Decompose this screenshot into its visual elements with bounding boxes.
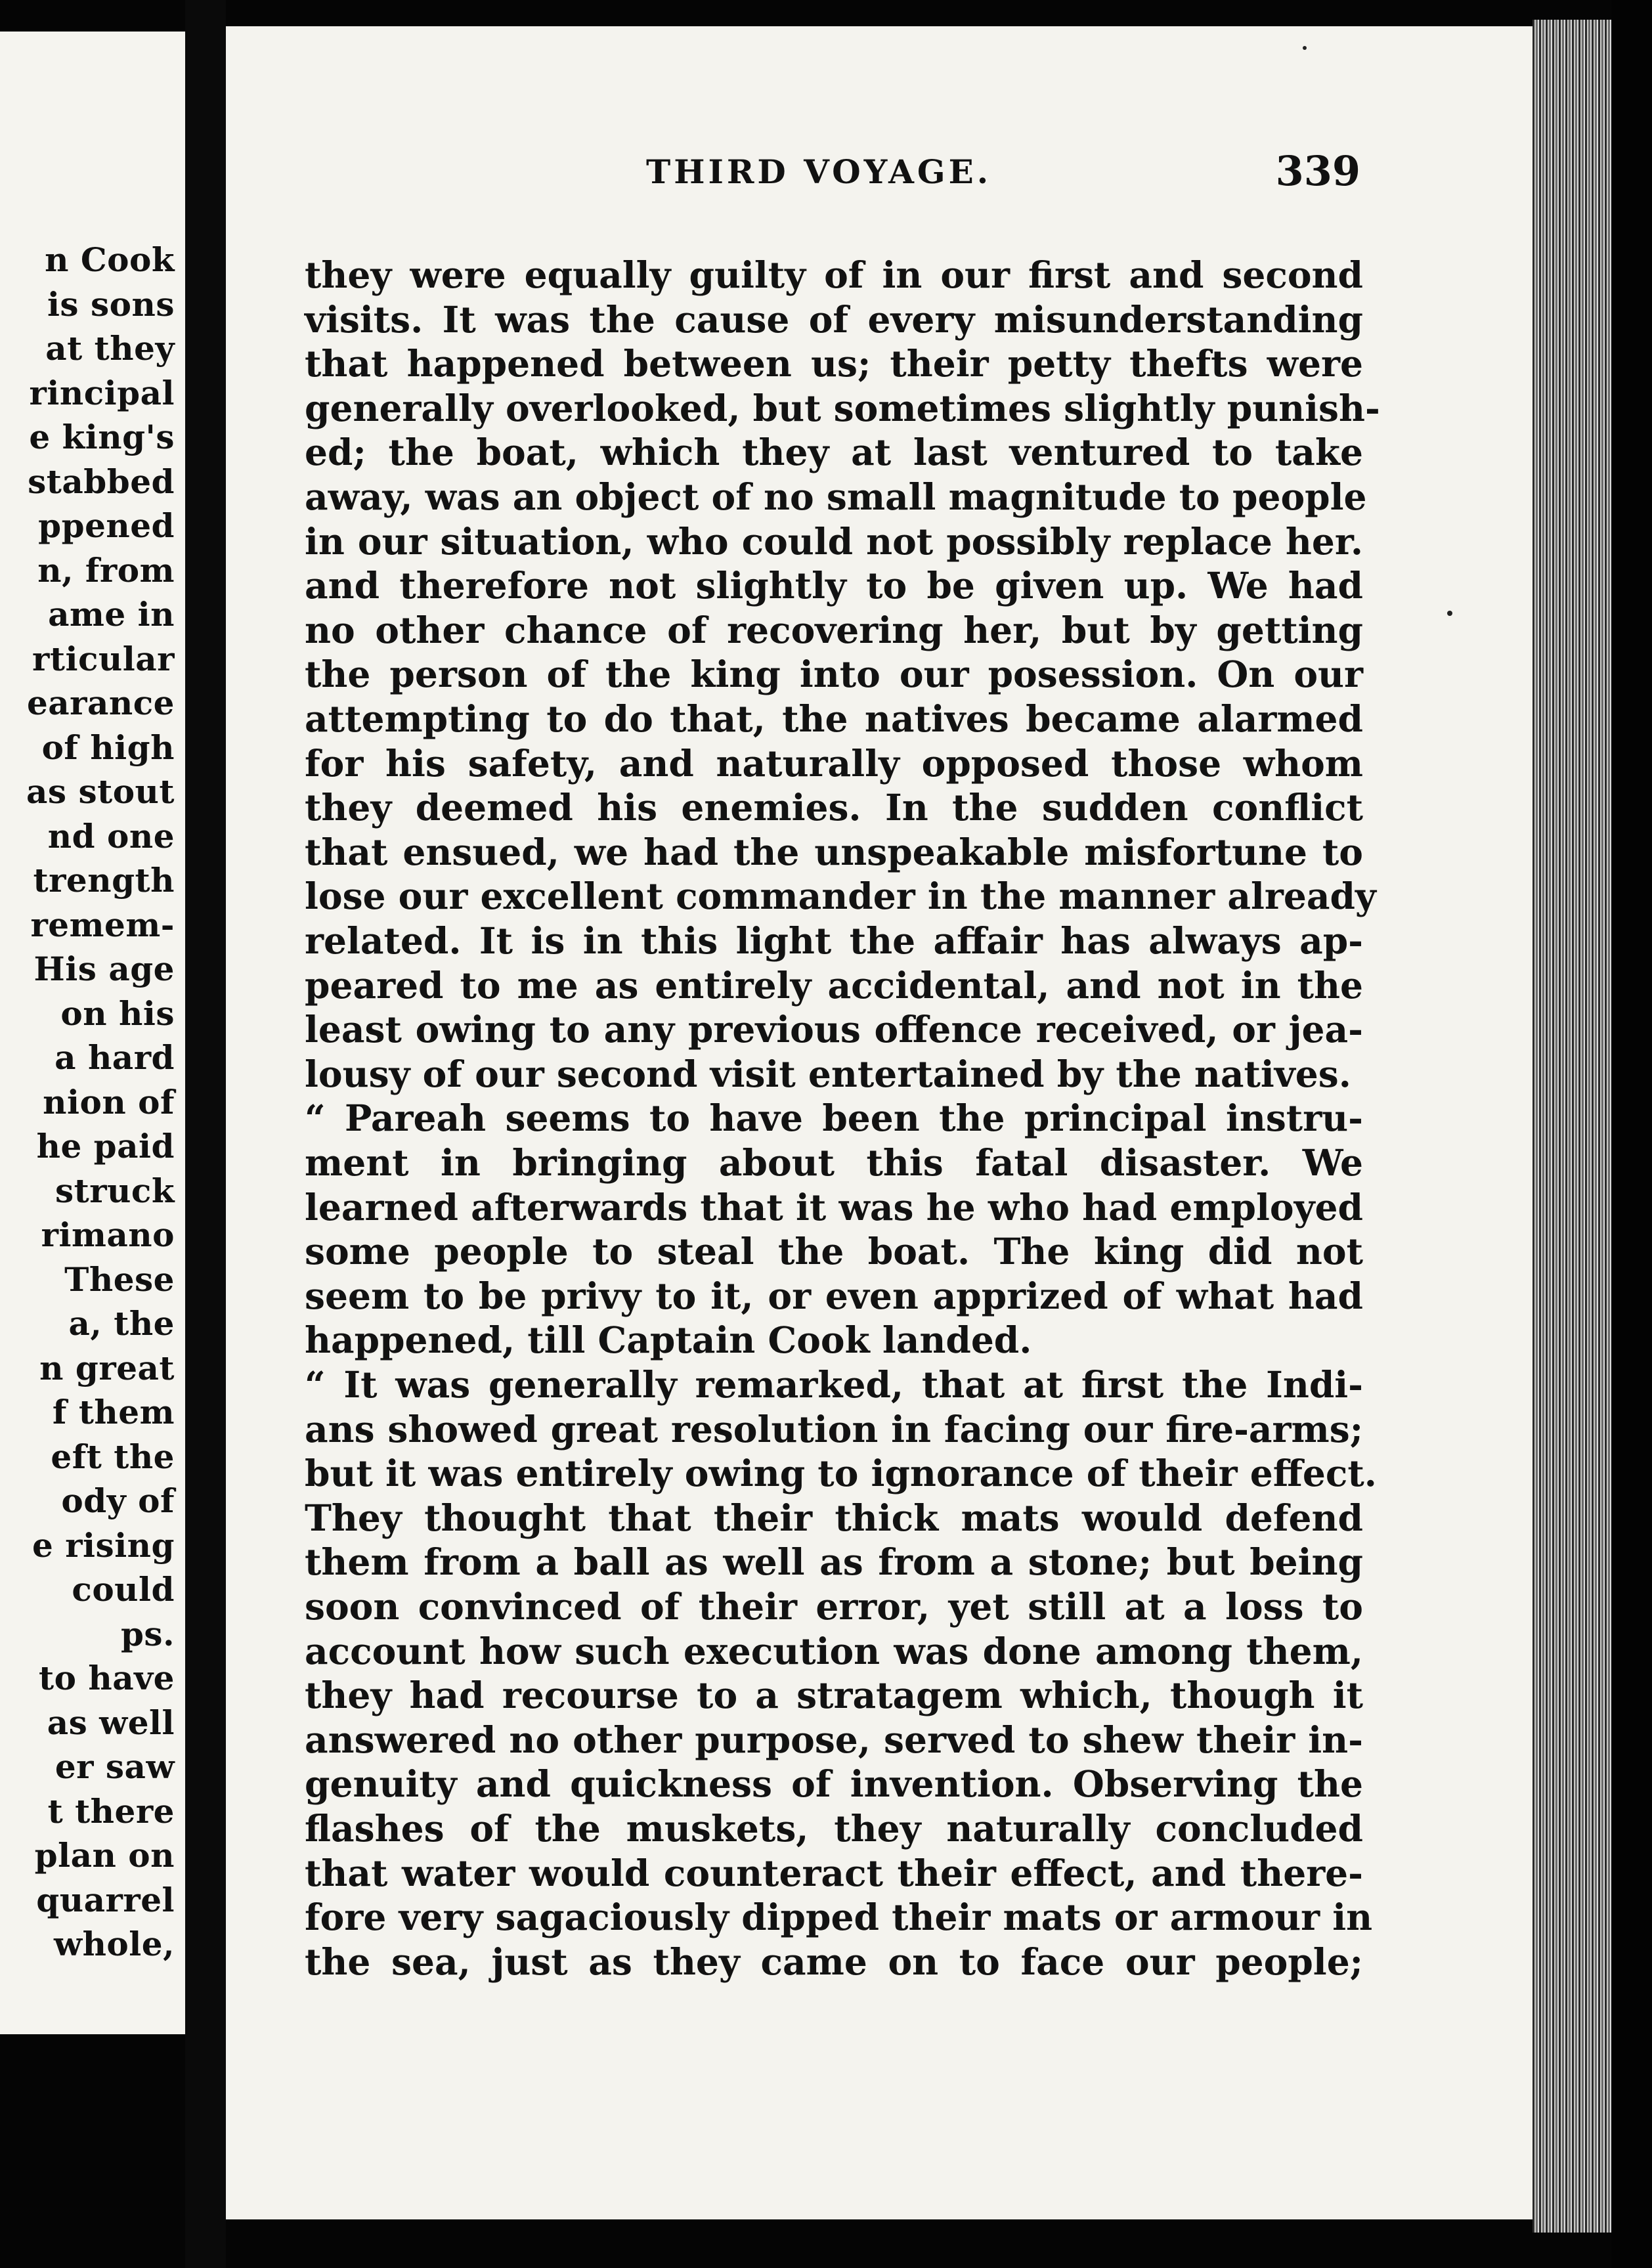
text-line: that ensued, we had the unspeakable misfortune to: [305, 830, 1363, 873]
text-line: ed; the boat, which they at last ventured to take: [305, 431, 1363, 474]
text-line: that water would counteract their effect, and there-: [305, 1851, 1363, 1894]
facing-page-line: ppened: [38, 506, 175, 545]
facing-page-line: quarrel: [36, 1880, 175, 1919]
facing-page-line: a, the: [68, 1304, 175, 1343]
facing-page-line: is sons: [47, 284, 175, 324]
facing-page-line: n, from: [37, 550, 175, 590]
facing-page-line: stabbed: [28, 462, 175, 501]
text-line: genuity and quickness of invention. Observing the: [305, 1762, 1363, 1806]
text-line: in our situation, who could not possibly replace her.: [305, 519, 1363, 563]
text-line: happened, till Captain Cook landed.: [305, 1319, 1032, 1362]
text-line: they had recourse to a stratagem which, though it: [305, 1674, 1363, 1717]
facing-page-line: as well: [47, 1703, 175, 1742]
facing-page-line: e king's: [29, 418, 175, 456]
text-line: generally overlooked, but sometimes slightly punish-: [305, 386, 1380, 429]
text-line: they deemed his enemies. In the sudden conflict: [305, 786, 1363, 829]
text-line: “ It was generally remarked, that at first the Indi-: [305, 1363, 1363, 1406]
facing-page-line: n Cook: [45, 240, 175, 279]
facing-page-line: rimano: [41, 1215, 175, 1254]
facing-page-line: ody of: [61, 1481, 175, 1520]
text-line: they were equally guilty of in our first and second: [305, 253, 1363, 296]
text-line: least owing to any previous offence received, or jea-: [305, 1008, 1363, 1051]
facing-page-line: er saw: [54, 1747, 175, 1786]
page-number: 339: [1275, 147, 1360, 195]
text-line: but it was entirely owing to ignorance of their effect.: [305, 1452, 1377, 1495]
text-line: learned afterwards that it was he who had employed: [305, 1185, 1363, 1229]
text-line: peared to me as entirely accidental, and not in the: [305, 963, 1363, 1007]
facing-page-line: to have: [39, 1659, 175, 1697]
main-page: [226, 26, 1532, 2219]
facing-page-line: nd one: [47, 816, 175, 856]
edge-shadow: [1611, 0, 1652, 2268]
facing-page-line: These: [64, 1259, 175, 1299]
facing-page-line: he paid: [36, 1127, 175, 1166]
facing-page-line: at they: [45, 329, 175, 368]
text-line: related. It is in this light the affair has always ap-: [305, 919, 1363, 962]
facing-page-line: could: [72, 1570, 175, 1609]
facing-page-line: rincipal: [29, 373, 175, 412]
text-line: visits. It was the cause of every misunderstanding: [305, 297, 1363, 341]
facing-page-line: trength: [33, 861, 175, 900]
running-head: [226, 147, 1532, 205]
text-line: lousy of our second visit entertained by the natives.: [305, 1052, 1351, 1095]
facing-page-line: ps.: [120, 1614, 175, 1653]
text-line: no other chance of recovering her, but by getting: [305, 608, 1363, 651]
facing-page-line: f them: [52, 1393, 175, 1431]
text-line: lose our excellent commander in the manner already: [305, 875, 1376, 918]
text-line: seem to be privy to it, or even apprized of what had: [305, 1274, 1363, 1317]
facing-page-line: a hard: [54, 1038, 175, 1077]
text-line: account how such execution was done among them,: [305, 1629, 1363, 1672]
facing-page-line: t there: [47, 1791, 175, 1831]
text-line: soon convinced of their error, yet still at a loss to: [305, 1585, 1363, 1628]
facing-page-line: whole,: [54, 1925, 175, 1963]
text-line: ment in bringing about this fatal disaster. We: [305, 1141, 1363, 1184]
facing-page-line: His age: [33, 949, 175, 988]
page-edges: [1532, 20, 1611, 2233]
text-line: answered no other purpose, served to shew their in-: [305, 1718, 1363, 1761]
text-line: They thought that their thick mats would defend: [305, 1496, 1363, 1539]
text-line: and therefore not slightly to be given up. We had: [305, 564, 1363, 607]
text-line: attempting to do that, the natives became alarmed: [305, 697, 1363, 740]
facing-page-line: eft the: [51, 1437, 175, 1476]
running-title: THIRD VOYAGE.: [646, 152, 992, 191]
text-line: fore very sagaciously dipped their mats or armour in: [305, 1896, 1373, 1939]
facing-page-line: struck: [54, 1171, 175, 1210]
facing-page-line: remem-: [30, 905, 175, 944]
text-line: for his safety, and naturally opposed those whom: [305, 741, 1363, 785]
text-line: ans showed great resolution in facing our fire-arms;: [305, 1407, 1363, 1450]
facing-page-line: earance: [26, 684, 175, 722]
facing-page-line: as stout: [26, 772, 175, 811]
text-line: flashes of the muskets, they naturally concluded: [305, 1807, 1363, 1850]
text-line: them from a ball as well as from a stone; but being: [305, 1540, 1363, 1584]
text-line: the person of the king into our posession. On our: [305, 653, 1363, 696]
text-line: the sea, just as they came on to face our people;: [305, 1940, 1363, 1983]
facing-page-line: rticular: [32, 639, 175, 678]
text-line: some people to steal the boat. The king did not: [305, 1230, 1363, 1273]
ink-speck: [1447, 611, 1452, 616]
facing-page-line: n great: [39, 1348, 175, 1387]
facing-page-line: on his: [60, 993, 175, 1033]
text-line: that happened between us; their petty thefts were: [305, 342, 1363, 385]
facing-page-line: nion of: [43, 1082, 175, 1122]
text-line: away, was an object of no small magnitude to people: [305, 475, 1367, 518]
facing-page-line: e rising: [32, 1525, 175, 1565]
facing-page-line: of high: [41, 728, 175, 767]
book-gutter: [185, 0, 226, 2268]
ink-speck: [1303, 46, 1307, 50]
facing-page-line: plan on: [34, 1836, 175, 1875]
facing-page-line: ame in: [48, 595, 175, 634]
facing-page-left: [0, 32, 185, 2034]
text-line: “ Pareah seems to have been the principal instru-: [305, 1097, 1363, 1140]
